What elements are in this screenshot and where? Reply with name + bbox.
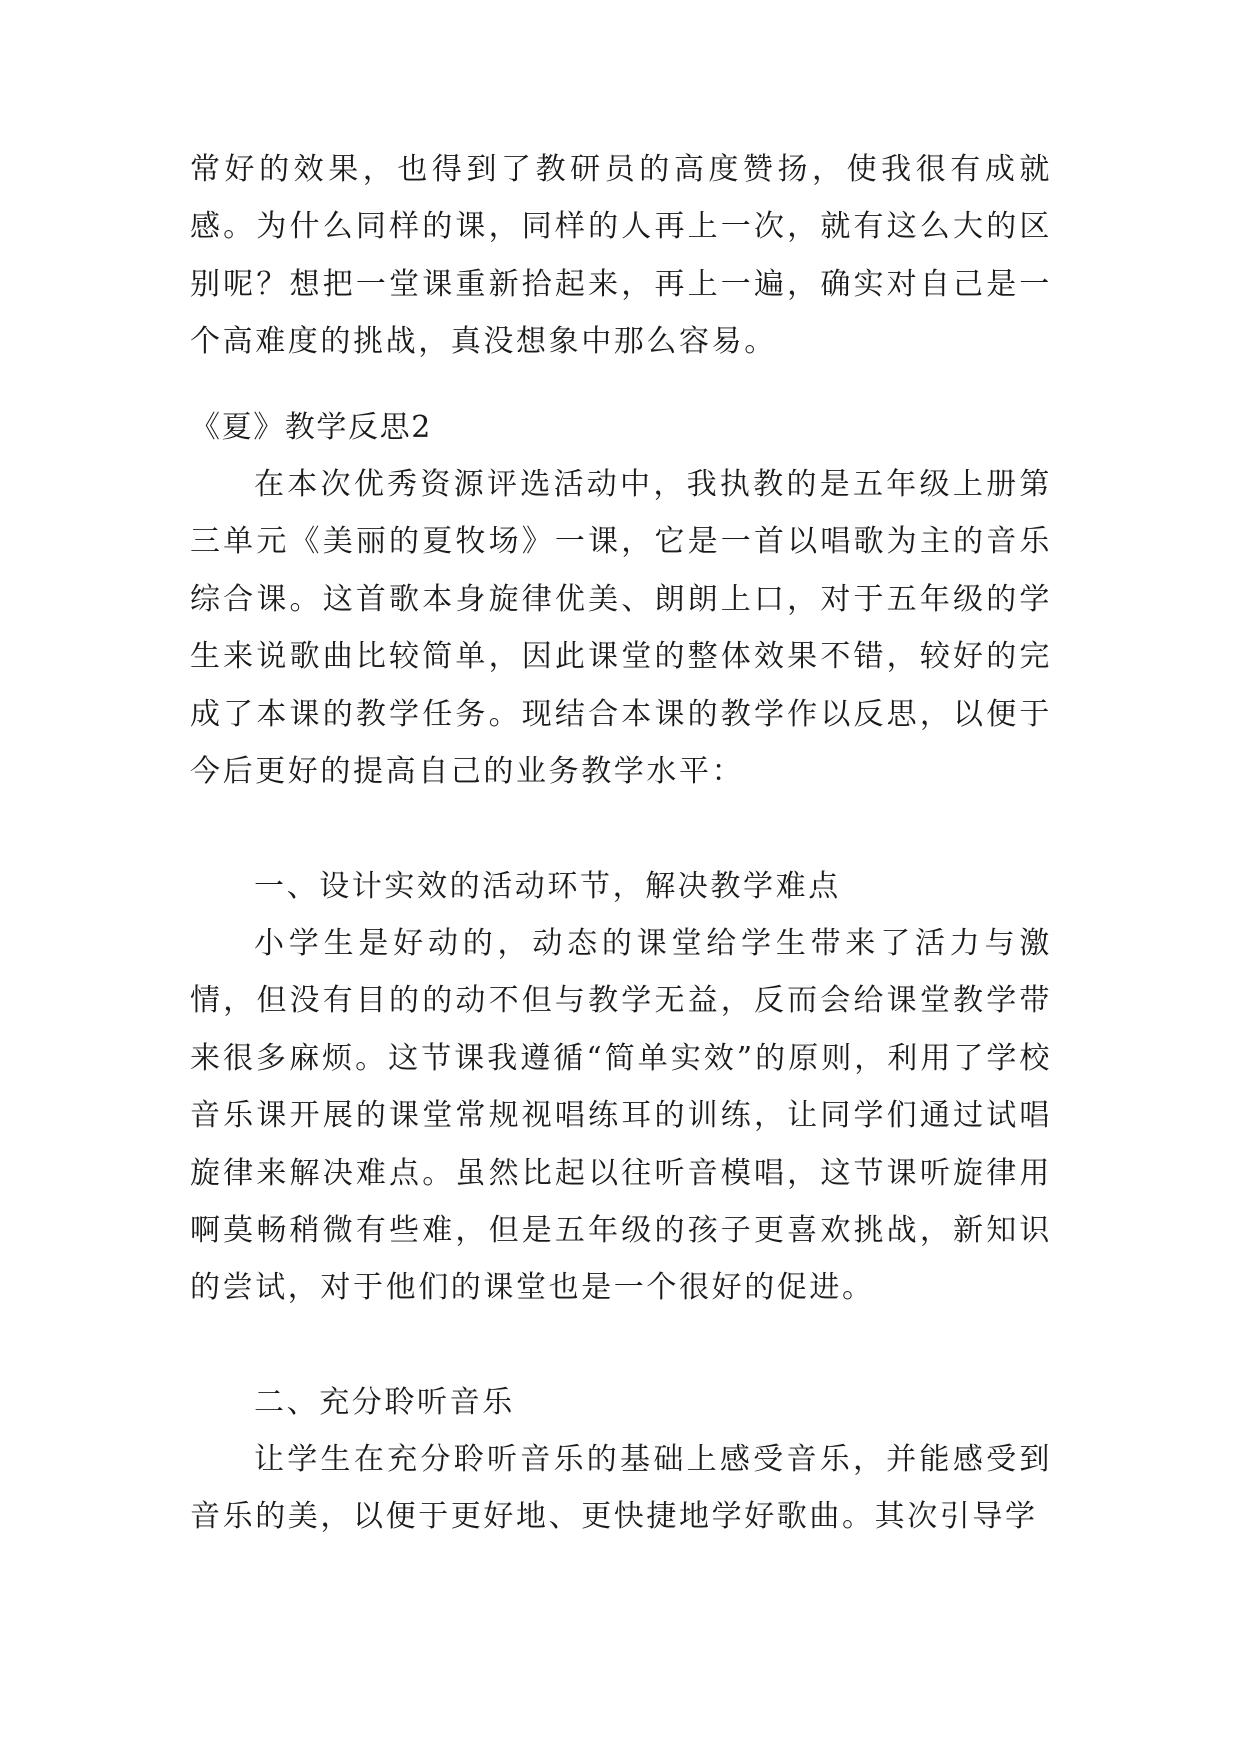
continuation-paragraph: 常好的效果，也得到了教研员的高度赞扬，使我很有成就感。为什么同样的课，同样的人再上一次，就有这么大的区别呢？想把一堂课重新拾起来，再上一遍，确实对自己是一个高难度的挑战，真没想象中那么容易。 — [190, 152, 1052, 360]
point-one-heading: 一、设计实效的活动环节，解决教学难点 — [254, 869, 841, 904]
intro-paragraph: 在本次优秀资源评选活动中，我执教的是五年级上册第三单元《美丽的夏牧场》一课，它是一首以唱歌为主的音乐综合课。这首歌本身旋律优美、朗朗上口，对于五年级的学生来说歌曲比较简单，因此课堂的整体效果不错，较好的完成了本课的教学任务。现结合本课的教学作以反思，以便于今后更好的提高自己的业务教学水平： — [190, 467, 1052, 790]
section-title: 《夏》教学反思2 — [190, 410, 432, 445]
point-two-heading: 二、充分聆听音乐 — [254, 1385, 515, 1420]
point-one-paragraph: 小学生是好动的，动态的课堂给学生带来了活力与激情，但没有目的的动不但与教学无益，反而会给课堂教学带来很多麻烦。这节课我遵循“简单实效”的原则，利用了学校音乐课开展的课堂常规视唱练耳的训练，让同学们通过试唱旋律来解决难点。虽然比起以往听音模唱，这节课听旋律用啊莫畅稍微有些难，但是五年级的孩子更喜欢挑战，新知识的尝试，对于他们的课堂也是一个很好的促进。 — [190, 926, 1052, 1306]
point-two-paragraph: 让学生在充分聆听音乐的基础上感受音乐，并能感受到音乐的美，以便于更好地、更快捷地学好歌曲。其次引导学 — [190, 1442, 1052, 1535]
